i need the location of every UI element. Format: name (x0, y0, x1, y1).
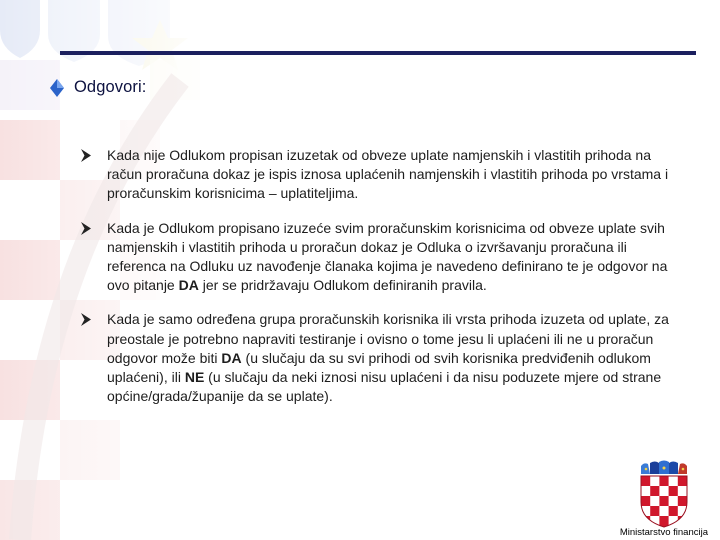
bullet-list (80, 146, 670, 406)
arrowhead-bullet-icon (80, 222, 92, 235)
title-row (50, 78, 146, 97)
diamond-bullet-icon (50, 79, 64, 97)
footer-label: Ministarstvo financija (619, 527, 708, 538)
list-item-text: (u slučaju da su svi prihodi od svih korisnika predviđenih odlukom uplaćeni), ili (107, 349, 651, 386)
header-rule (60, 51, 696, 55)
arrowhead-bullet-icon (80, 313, 92, 326)
answer-ne: NE (184, 369, 205, 386)
list-item-text: Kada je Odlukom propisano izuzeće svim proračunskim korisnicima od obveze uplate svih namjenskih i vlastitih prihoda u proračun dokaz je Odluka o izvršavanju proračuna ili referenca na Odluku uz navođenje članaka kojima je navedeno definirano te je odgovor na ovo pitanje (107, 219, 668, 294)
list-item-text: (u slučaju da neki iznosi nisu uplaćeni i da nisu poduzete mjere od strane općine/grada/županije da se uplate). (107, 369, 662, 405)
list-item-text: Kada nije Odlukom propisan izuzetak od obveze uplate namjenskih i vlastitih prihoda na račun proračuna dokaz je ispis iznosa uplaćenih namjenskih i vlastitih prihoda po vrstama i proračunskim korisnicima – uplatiteljima. (107, 147, 669, 202)
arrowhead-bullet-icon (80, 149, 92, 162)
answer-da: DA (178, 277, 199, 294)
list-item (80, 146, 670, 204)
slide-title: Odgovori: (74, 78, 147, 96)
list-item-text: jer se pridržavaju Odlukom definiranih pravila. (198, 277, 487, 294)
answer-da: DA (221, 349, 242, 366)
croatian-coat-of-arms-icon (638, 460, 690, 528)
list-item-text: Kada je samo određena grupa proračunskih korisnika ili vrsta prihoda izuzeta od uplate, za preostale je potrebno napraviti testiranje i ovisno o tome jesu li uplaćeni ili ne u proračun odgovor može biti (107, 311, 669, 366)
list-item (80, 219, 670, 296)
list-item (80, 310, 670, 406)
